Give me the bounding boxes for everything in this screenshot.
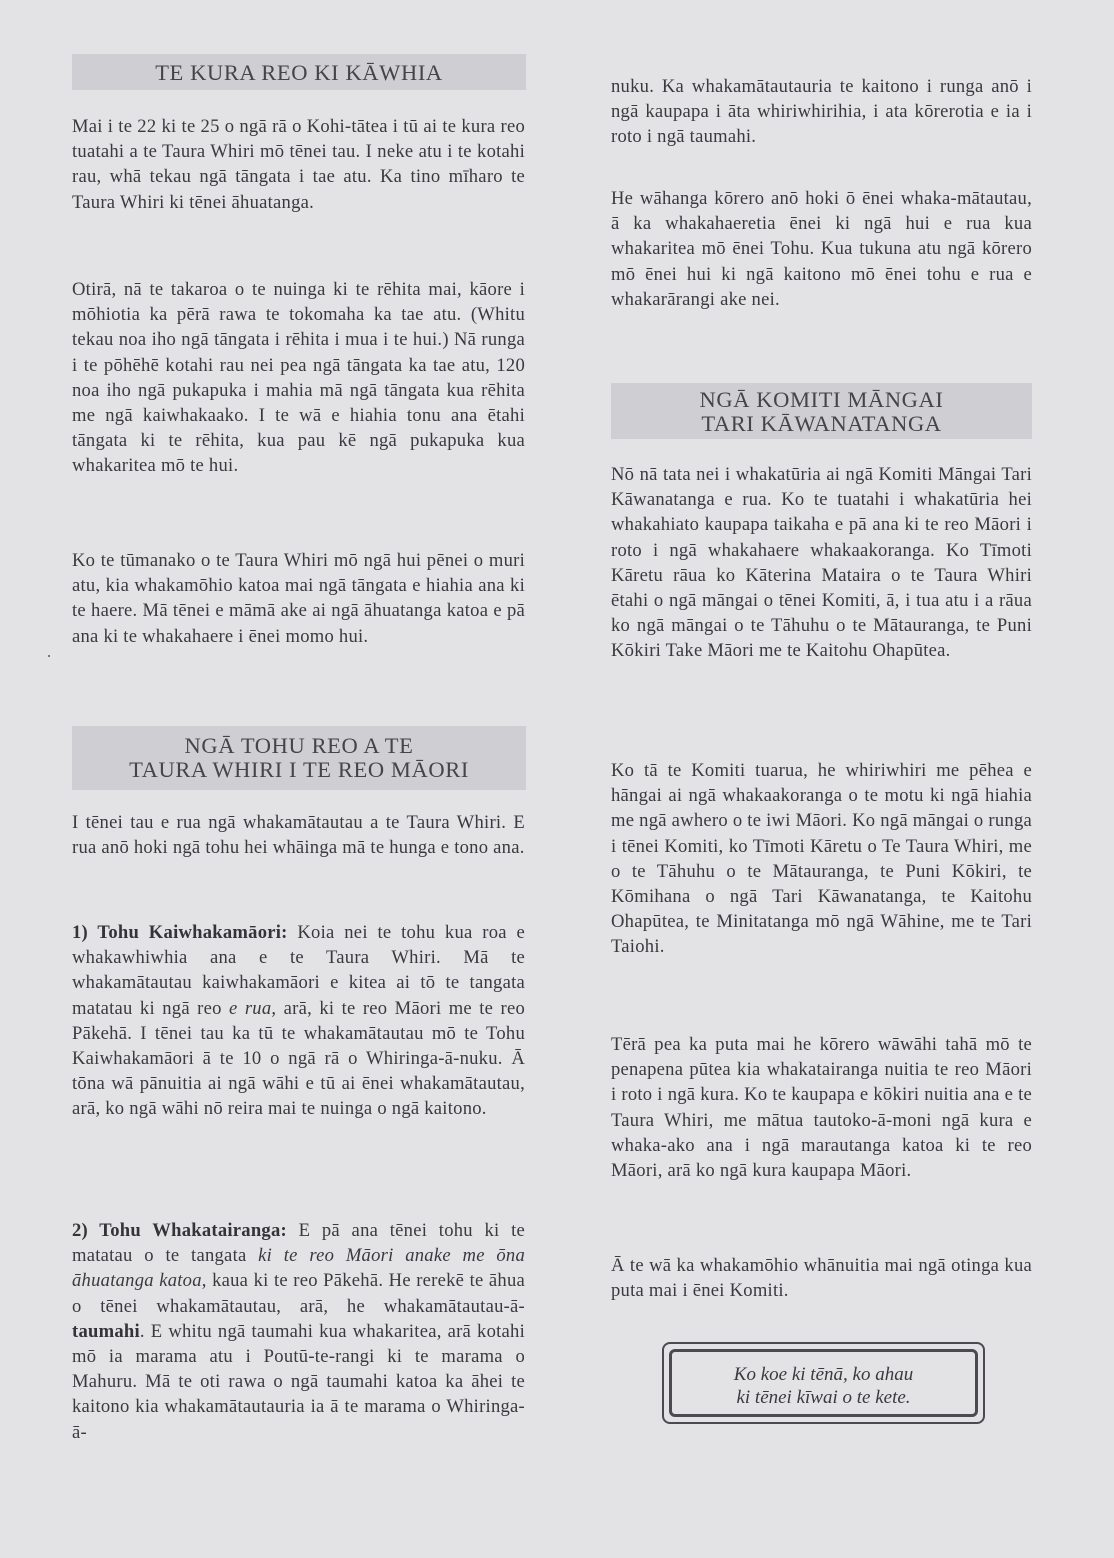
paragraph: I tēnei tau e rua ngā whakamātautau a te Taura Whiri. E rua anō hoki ngā tohu hei whāinga mā te hunga e tono ana. xyxy=(72,812,525,859)
proverb-line: ki tēnei kīwai o te kete. xyxy=(736,1387,911,1408)
text: Koia nei te tohu kua roa e whakawhiwhia ana e te Taura Whiri. Mā te whakamātautau kaiwhakamāori e kitea ai tō te tangata matatau ki ngā reo xyxy=(72,922,525,1019)
heading-line: NGĀ TOHU REO A TE xyxy=(184,733,414,758)
text: . E whitu ngā taumahi kua whakaritea, arā kotahi mō ia marama atu i Poutū-te-rangi ki te marama o Mahuru. Mā te oti rawa o ngā taumahi katoa ka āhei te kaitono kia whakamātautauria ia ā te marama o Whiringa-ā- xyxy=(72,1320,525,1443)
heading-te-kura-reo xyxy=(72,54,526,90)
paragraph-tohu-whakatairanga xyxy=(72,1218,525,1445)
emphasis: e rua xyxy=(228,997,272,1019)
label-tohu-whakatairanga: 2) Tohu Whakatairanga: xyxy=(72,1220,287,1241)
paragraph: He wāhanga kōrero anō hoki ō ēnei whaka-mātautau, ā ka whakahaeretia ēnei ki ngā hui e rua kua whakaritea mō ēnei Tohu. Kua tukuna atu ngā kōrero mō ēnei hui ki ngā kaitono mō ēnei tohu e rua e whakarārangi ake nei. xyxy=(611,188,1032,310)
paragraph: Otirā, nā te takaroa o te nuinga ki te rēhita mai, kāore i mōhiotia ka pērā rawa te tokomaha ka tae atu. (Whitu tekau noa iho ngā tāngata i rēhita i mua i te hui.) Nā runga i te pōhēhē kotahi rau nei pea ngā tāngata ka tae atu, 120 noa iho ngā pukapuka i mahia mā ngā tāngata kua rēhita me ngā kaiwhakaako. I te wā e hiahia tonu ana ētahi tāngata ki te rēhita, kua pau kē ngā pukapuka kua whakaritea mō te hui. xyxy=(72,279,525,477)
heading-line: TARI KĀWANATANGA xyxy=(701,411,942,436)
paragraph: Mai i te 22 ki te 25 o ngā rā o Kohi-tātea i tū ai te kura reo tuatahi a te Taura Whiri mō tēnei tau. I neke atu i te kotahi rau, whā tekau ngā tāngata i tae atu. Ka tino mīharo te Taura Whiri ki tēnei āhuatanga. xyxy=(72,116,525,213)
paragraph: Ko te tūmanako o te Taura Whiri mō ngā hui pēnei o muri atu, kia whakamōhio katoa mai ngā tāngata e hiahia ana ki te haere. Mā tēnei e māmā ake ai ngā āhuatanga katoa e pā ana ki te whakahaere i ēnei momo hui. xyxy=(72,550,525,647)
paragraph: Nō nā tata nei i whakatūria ai ngā Komiti Māngai Tari Kāwanatanga e rua. Ko te tuatahi i whakatūria hei whakahiato kaupapa taikaha e pā ana ki te reo Māori i roto i ngā whakahaere whakaakoranga. Ko Tīmoti Kāretu rāua ko Kāterina Mataira o te Taura Whiri ētahi o ngā māngai o tēnei Komiti, ā, i tua atu i a rāua ko ngā māngai o te Tāhuhu o te Mātauranga, te Puni Kōkiri Take Māori me te Kaitohu Ohapūtea. xyxy=(611,464,1032,662)
text: E pā ana tēnei tohu ki te matatau o te tangata xyxy=(72,1220,525,1267)
paragraph-tohu-kaiwhakamaori xyxy=(72,920,525,1122)
proverb-line: Ko koe ki tēnā, ko ahau xyxy=(733,1364,914,1385)
heading-nga-tohu-reo xyxy=(72,726,526,790)
emphasis: ki te reo Māori anake me ōna āhuatanga katoa xyxy=(72,1245,526,1292)
text: , arā, ki te reo Māori me te reo Pākehā. I tēnei tau ka tū te whakamātautau mō te Tohu Kaiwhakamāori ā te 10 o ngā rā o Whiringa-ā-nuku. Ā tōna wā pānuitia ai ngā wāhi e tū ai ēnei whakamātautau, arā, ko ngā wāhi nō reira mai te nuinga o ngā kaitono. xyxy=(72,997,525,1120)
label-tohu-kaiwhakamaori: 1) Tohu Kaiwhakamāori: xyxy=(72,922,288,943)
bold-word: taumahi xyxy=(72,1320,140,1342)
proverb-frame xyxy=(662,1342,985,1424)
paragraph: nuku. Ka whakamātautauria te kaitono i runga anō i ngā kaupapa i āta whiriwhirihia, i ata kōrerotia e ia i roto i ngā taumahi. xyxy=(611,76,1032,148)
heading-line: NGĀ KOMITI MĀNGAI xyxy=(699,387,944,412)
paragraph: Tērā pea ka puta mai he kōrero wāwāhi tahā mō te penapena pūtea kia whakatairanga nuitia te reo Māori i roto i ngā kura. Ko te kaupapa e kōkiri nuitia ana e te Taura Whiri, me mātua tautoko-ā-moni ngā kura e whaka-ako ana i ngā marautanga katoa ki te reo Māori, arā ko ngā kura kaupapa Māori. xyxy=(611,1034,1032,1182)
text: , kaua ki te reo Pākehā. He rerekē te āhua o tēnei whakamātautau, arā, he whakamātautau-ā- xyxy=(72,1270,526,1317)
stray-mark xyxy=(48,655,50,657)
heading-line: TAURA WHIRI I TE REO MĀORI xyxy=(129,757,469,782)
paragraph: Ko tā te Komiti tuarua, he whiriwhiri me pēhea e hāngai ai ngā whakaakoranga o te motu ki ngā hiahia me ngā awhero o te iwi Māori. Ko ngā māngai o runga i tēnei Komiti, ko Tīmoti Kāretu o Te Taura Whiri, me o te Tāhuhu o te Mātauranga, te Puni Kōkiri, te Kōmihana o ngā Tari Kāwanatanga, te Kaitohu Ohapūtea, te Minitatanga mō ngā Wāhine, me te Tari Taiohi. xyxy=(611,760,1032,958)
paragraph: Ā te wā ka whakamōhio whānuitia mai ngā otinga kua puta mai i ēnei Komiti. xyxy=(611,1255,1032,1302)
heading-nga-komiti xyxy=(611,383,1032,439)
heading-text: TE KURA REO KI KĀWHIA xyxy=(155,60,443,85)
proverb-box xyxy=(669,1349,978,1417)
